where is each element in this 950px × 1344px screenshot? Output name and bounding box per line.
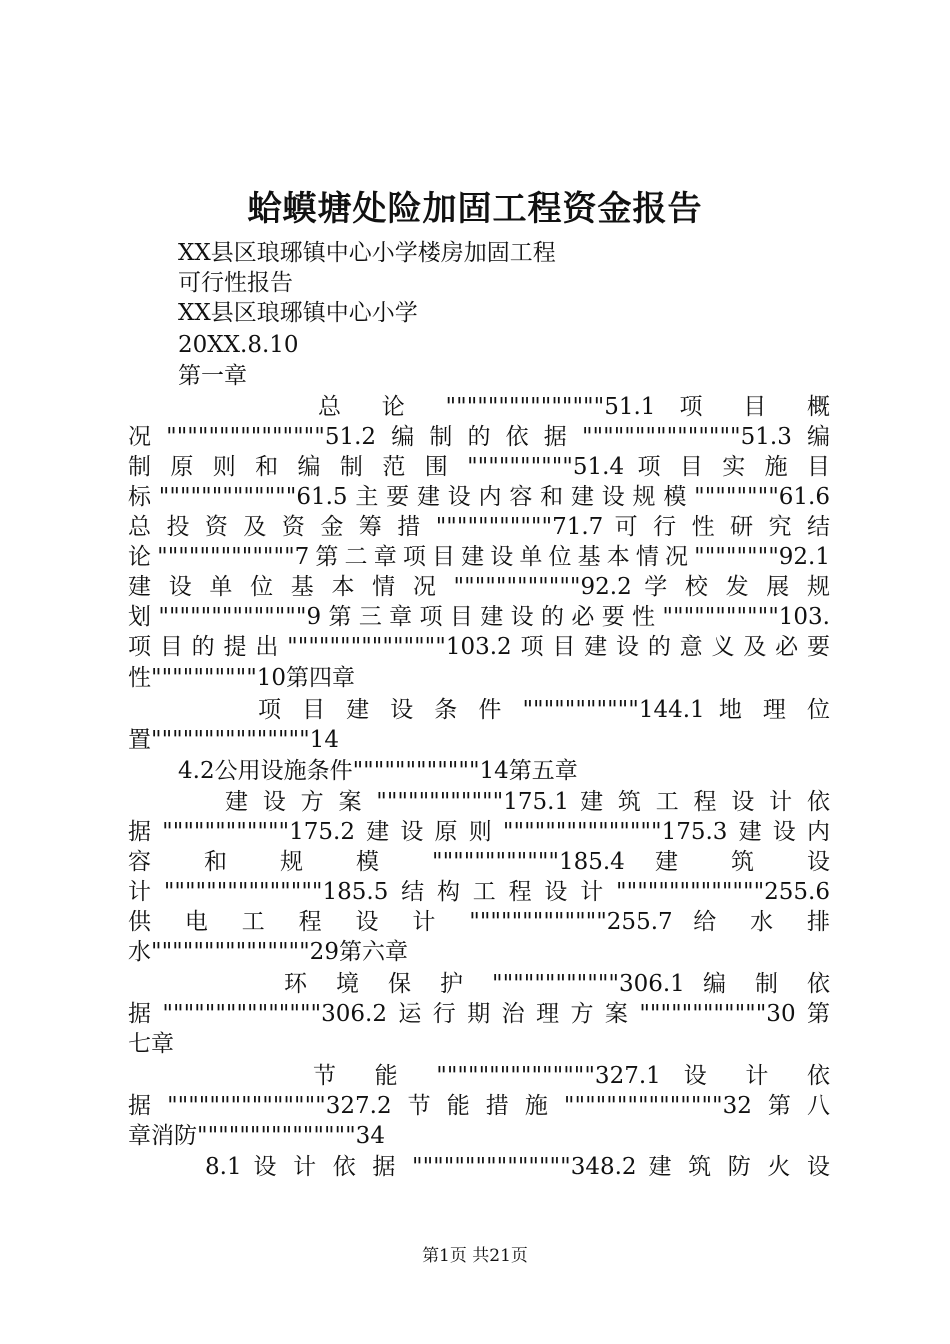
toc-line: 环 境 保 护 """"""""""""306.1 编 制 依	[284, 971, 830, 997]
toc-line: 性""""""""""10第四章	[128, 665, 356, 691]
toc-line: 章消防"""""""""""""""34	[128, 1123, 385, 1149]
toc-line: 节 能 """""""""""""""327.1 设 计 依	[313, 1063, 830, 1089]
toc-line: 建 设 方 案 """"""""""""175.1 建 筑 工 程 设 计 依	[225, 789, 830, 815]
toc-line: 总 论 """""""""""""""51.1 项 目 概	[318, 394, 830, 420]
toc-line: 论"""""""""""""7第二章项目建设单位基本情况""""""""92.1	[128, 544, 830, 570]
toc-line: 总 投 资 及 资 金 筹 措 """""""""""71.7 可 行 性 研 究 结	[128, 514, 830, 540]
toc-line: 况"""""""""""""""51.2编制的依据"""""""""""""""51.3编	[128, 424, 830, 450]
toc-line: 水"""""""""""""""29第六章	[128, 939, 408, 965]
toc-line: 七章	[128, 1031, 174, 1057]
toc-line: 建 设 单 位 基 本 情 况 """"""""""""92.2 学 校 发 展 规	[128, 574, 830, 600]
report-type: 可行性报告	[178, 270, 293, 296]
toc-line: 据"""""""""""""""327.2节能措施"""""""""""""""32第八	[128, 1093, 830, 1119]
toc-line: 4.2公用设施条件""""""""""""14第五章	[178, 758, 578, 784]
page-number-footer: 第1页 共21页	[422, 1246, 528, 1266]
toc-line: 8.1 设 计 依 据 """""""""""""""348.2 建 筑 防 火 设	[205, 1154, 830, 1180]
toc-line: 项目的提出"""""""""""""""103.2项目建设的意义及必要	[128, 634, 830, 660]
toc-line: 据""""""""""""175.2建设原则"""""""""""""""175.3建设内	[128, 819, 830, 845]
toc-line: 容 和 规 模 """"""""""""185.4 建 筑 设	[128, 849, 830, 875]
toc-line: 项 目 建 设 条 件 """""""""""144.1 地 理 位	[258, 697, 830, 723]
project-name: XX县区琅琊镇中心小学楼房加固工程	[178, 240, 556, 266]
toc-line: 供 电 工 程 设 计 """""""""""""255.7 给 水 排	[128, 909, 830, 935]
toc-line: 计"""""""""""""""185.5结构工程设计""""""""""""""255.6	[128, 879, 830, 905]
toc-line: 据"""""""""""""""306.2运行期治理方案""""""""""""30第	[128, 1001, 830, 1027]
toc-line: 置"""""""""""""""14	[128, 727, 339, 753]
page-title: 蛤蟆塘处险加固工程资金报告	[247, 189, 703, 229]
toc-line: 标"""""""""""""61.5主要建设内容和建设规模""""""""61.6	[128, 484, 830, 510]
toc-line: 划""""""""""""""9第三章项目建设的必要性"""""""""""103.	[128, 604, 830, 630]
toc-line: 制 原 则 和 编 制 范 围 """"""""""51.4 项 目 实 施 目	[128, 454, 830, 480]
organization: XX县区琅琊镇中心小学	[178, 300, 418, 326]
chapter-one-heading: 第一章	[178, 363, 247, 389]
report-date: 20XX.8.10	[178, 332, 299, 358]
